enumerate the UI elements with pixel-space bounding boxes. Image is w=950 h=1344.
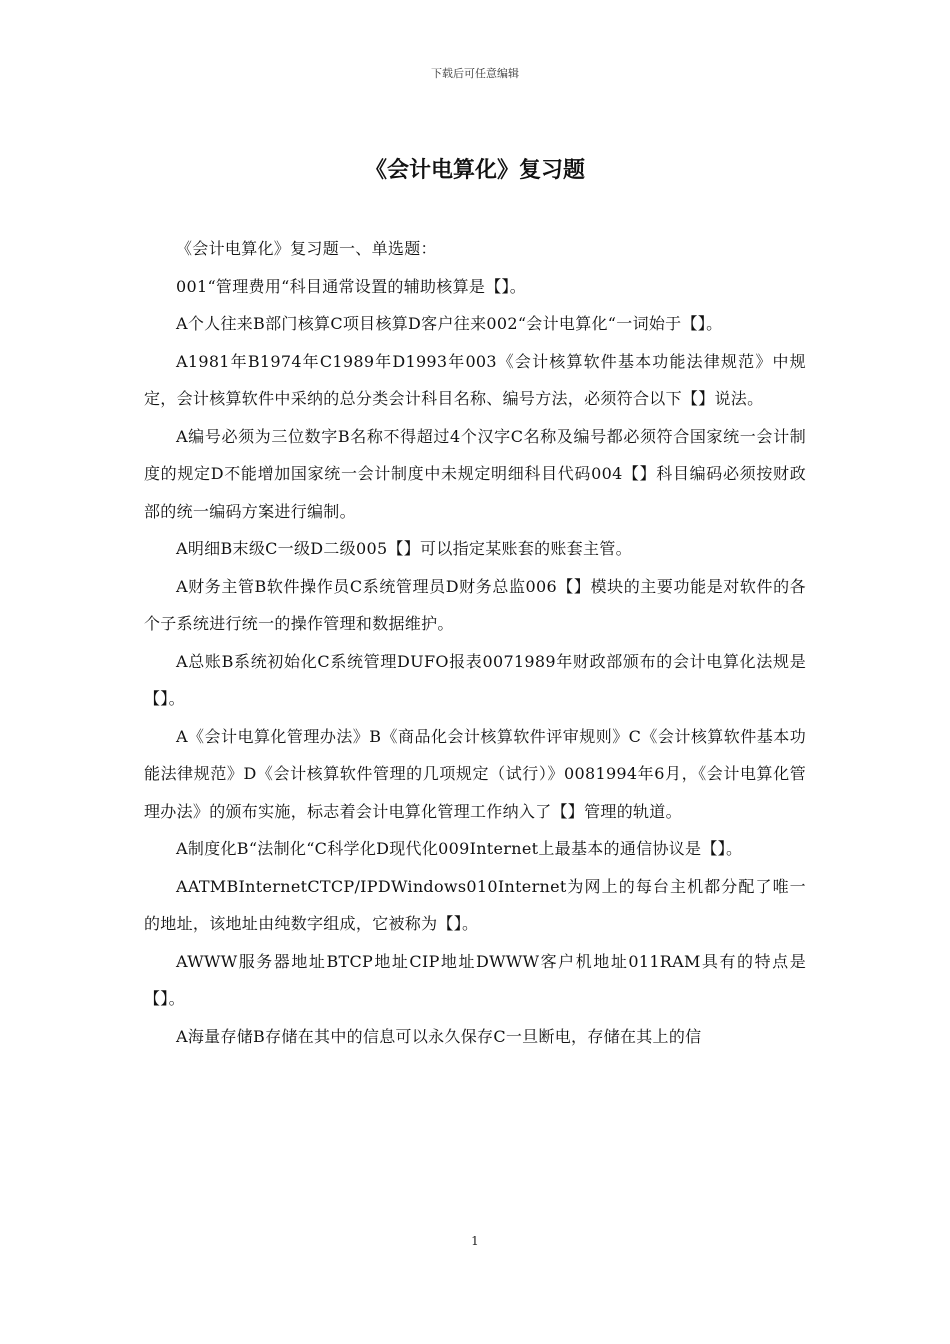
document-body xyxy=(144,230,806,1055)
paragraph: A海量存储B存储在其中的信息可以永久保存C一旦断电，存储在其上的信 xyxy=(176,1026,702,1046)
page-header-note: 下载后可任意编辑 xyxy=(431,67,519,80)
paragraph: A《会计电算化管理办法》B《商品化会计核算软件评审规则》C《会计核算软件基本功能法律规范》D《会计核算软件管理的几项规定（试行）》0081994年6月，《会计电算化管理办法》的颁布实施，标志着会计电算化管理工作纳入了【】管理的轨道。 xyxy=(144,726,806,821)
paragraph: 001“管理费用“科目通常设置的辅助核算是【】。 xyxy=(176,276,527,296)
paragraph: A制度化B“法制化“C科学化D现代化009Internet上最基本的通信协议是【】。 xyxy=(176,839,743,858)
paragraph: A总账B系统初始化C系统管理DUFO报表0071989年财政部颁布的会计电算化法规是【】。 xyxy=(144,651,806,708)
paragraph: A编号必须为三位数字B名称不得超过4个汉字C名称及编号都必须符合国家统一会计制度的规定D不能增加国家统一会计制度中未规定明细科目代码004【】科目编码必须按财政部的统一编码方案进行编制。 xyxy=(144,426,806,521)
page-number: 1 xyxy=(471,1234,479,1248)
paragraph: AATMBInternetCTCP/IPDWindows010Internet为网上的每台主机都分配了唯一的地址，该地址由纯数字组成，它被称为【】。 xyxy=(144,876,806,933)
document-title: 《会计电算化》复习题 xyxy=(364,157,585,183)
paragraph: A1981年B1974年C1989年D1993年003《会计核算软件基本功能法律规范》中规定，会计核算软件中采纳的总分类会计科目名称、编号方法，必须符合以下【】说法。 xyxy=(144,351,806,408)
paragraph: A明细B末级C一级D二级005【】可以指定某账套的账套主管。 xyxy=(176,539,632,558)
paragraph: 《会计电算化》复习题一、单选题： xyxy=(176,239,437,258)
paragraph: AWWW服务器地址BTCP地址CIP地址DWWW客户机地址011RAM具有的特点是【】。 xyxy=(144,951,806,1008)
paragraph: A财务主管B软件操作员C系统管理员D财务总监006【】模块的主要功能是对软件的各个子系统进行统一的操作管理和数据维护。 xyxy=(144,576,806,633)
paragraph: A个人往来B部门核算C项目核算D客户往来002“会计电算化“一词始于【】。 xyxy=(176,314,723,333)
